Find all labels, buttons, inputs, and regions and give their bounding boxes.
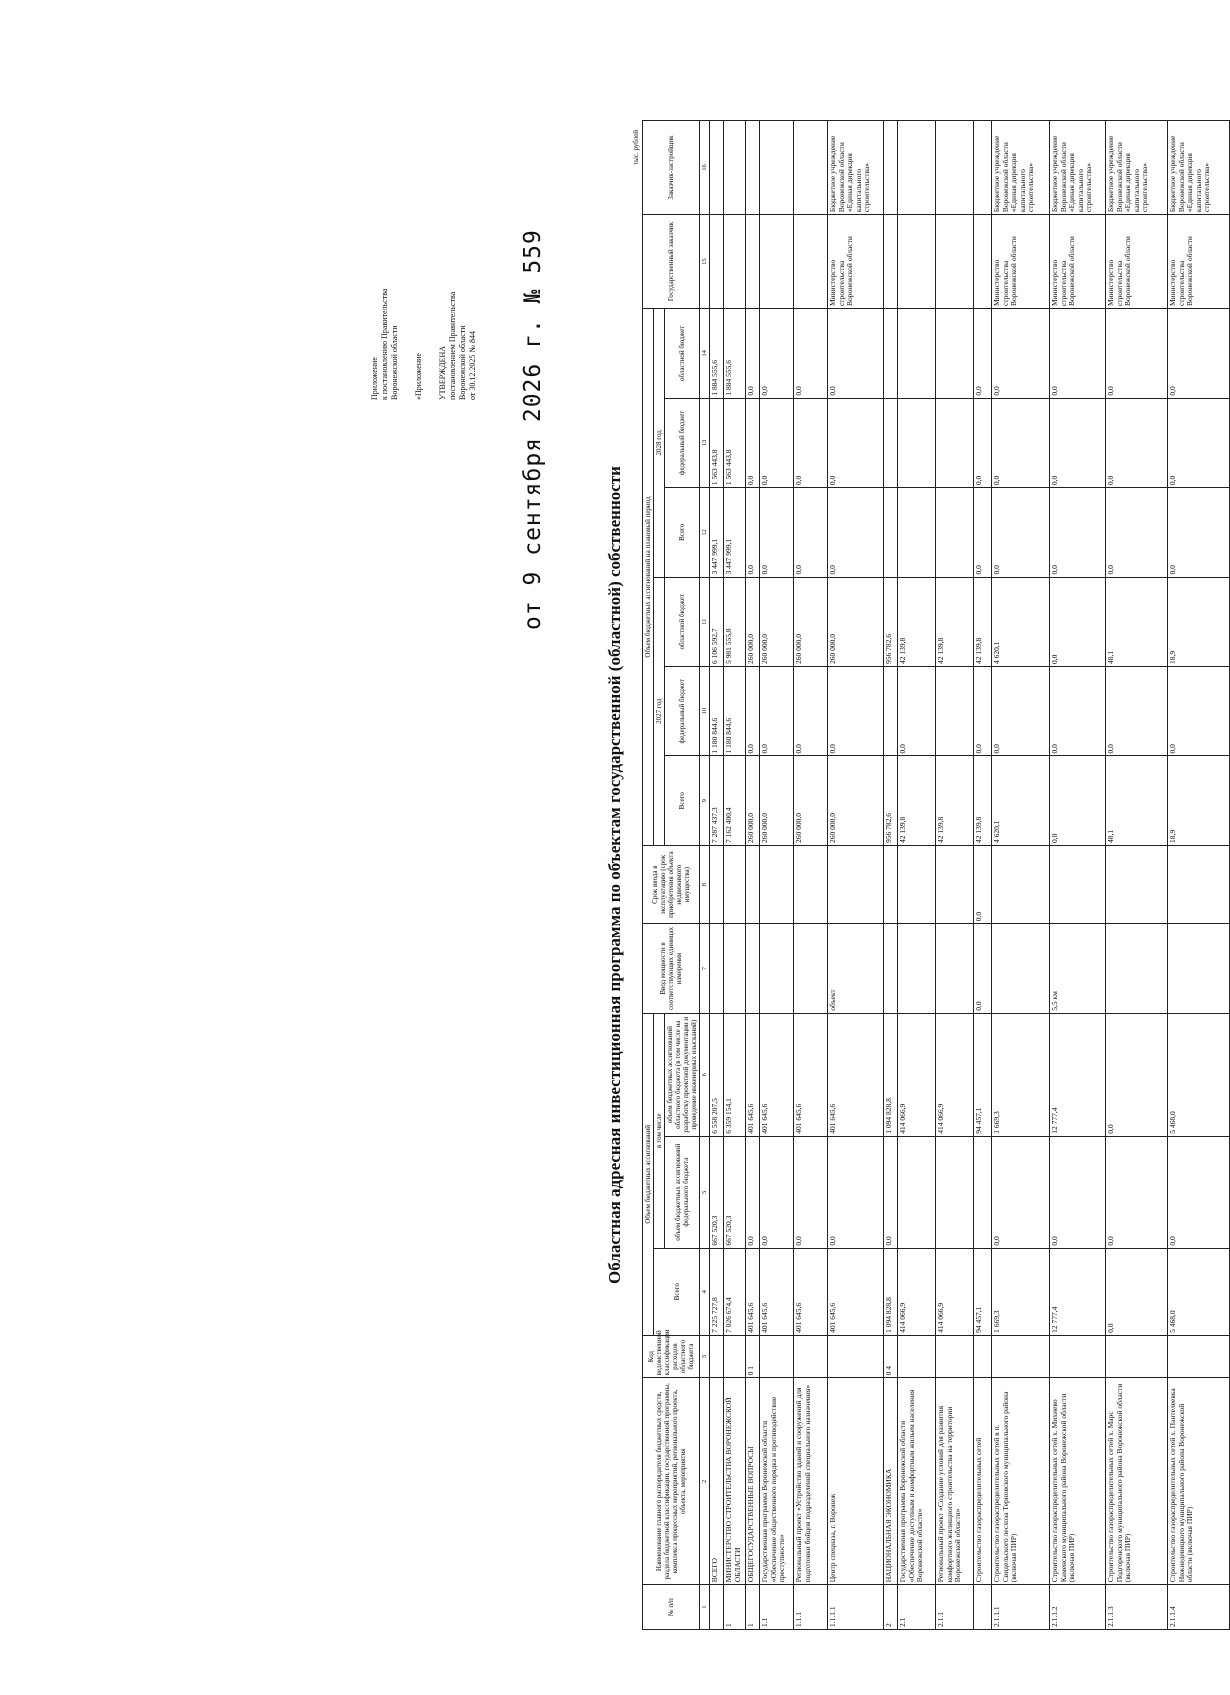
column-number: 7	[700, 924, 710, 1013]
column-number: 5	[700, 1136, 710, 1248]
cell-c9: 7 287 437,3	[710, 756, 724, 845]
cell-c13	[898, 398, 936, 487]
date-stamp: от 9 сентября 2026 г. № 559	[520, 229, 546, 630]
cell-c14: 0,0	[1106, 309, 1168, 399]
cell-name: ОБЩЕГОСУДАРСТВЕННЫЕ ВОПРОСЫ	[746, 1378, 760, 1585]
col-header-2027-fed: федеральный бюджет	[665, 667, 700, 756]
cell-c12: 3 447 999,1	[710, 488, 724, 577]
column-number: 13	[700, 398, 710, 487]
cell-c13: 0,0	[992, 398, 1050, 487]
cell-c16	[746, 121, 760, 215]
cell-no	[974, 1585, 992, 1630]
cell-c16	[710, 121, 724, 215]
cell-c14: 0,0	[760, 309, 794, 399]
cell-c11: 42 139,8	[974, 577, 992, 666]
cell-name: НАЦИОНАЛЬНАЯ ЭКОНОМИКА	[884, 1378, 898, 1585]
cell-c7	[794, 924, 828, 1013]
cell-c6: 1 669,3	[992, 1013, 1050, 1136]
cell-c5: 0,0	[992, 1136, 1050, 1248]
cell-c4: 401 645,6	[760, 1248, 794, 1335]
cell-no: 1	[724, 1585, 746, 1630]
col-header-2028: 2028 год	[654, 309, 665, 578]
cell-code	[828, 1335, 884, 1378]
col-header-reg: объем бюджетных ассигнований областного бюджета (в том числе на разработку проектной документации и проведение инженерных изысканий)	[665, 1013, 700, 1136]
cell-c14: 1 884 555,6	[710, 309, 724, 399]
cell-c9: 42 139,8	[936, 756, 974, 845]
table-row	[1106, 121, 1168, 1630]
cell-c16	[974, 121, 992, 215]
cell-c6: 12 777,4	[1050, 1013, 1106, 1136]
cell-no	[710, 1585, 724, 1630]
table-row	[794, 121, 828, 1630]
table-row	[746, 121, 760, 1630]
cell-c9: 260 000,0	[760, 756, 794, 845]
investment-program-table	[642, 120, 1230, 1630]
cell-c8	[760, 845, 794, 923]
cell-c14: 0,0	[746, 309, 760, 399]
col-header-2028-reg: областной бюджет	[665, 309, 700, 399]
cell-c10: 0,0	[828, 667, 884, 756]
cell-c10: 0,0	[974, 667, 992, 756]
cell-c15	[898, 215, 936, 309]
cell-c14	[898, 309, 936, 399]
cell-code: 0 4	[884, 1335, 898, 1378]
column-number: 14	[700, 309, 710, 399]
cell-c6: 401 645,6	[746, 1013, 760, 1136]
col-header-capacity: Ввод мощности в соответствующих единицах измерения	[643, 924, 700, 1013]
cell-c8	[724, 845, 746, 923]
approved-block	[438, 140, 478, 400]
cell-c12: 0,0	[746, 488, 760, 577]
cell-c6: 5 468,0	[1168, 1013, 1230, 1136]
col-header-2027: 2027 год	[654, 577, 665, 845]
cell-no: 2.1	[898, 1585, 936, 1630]
cell-c8	[898, 845, 936, 923]
cell-c13	[936, 398, 974, 487]
cell-c13: 0,0	[1168, 398, 1230, 487]
cell-c10: 0,0	[992, 667, 1050, 756]
cell-c8	[1168, 845, 1230, 923]
cell-c11: 956 782,6	[884, 577, 898, 666]
cell-c6: 94 457,1	[974, 1013, 992, 1136]
cell-c11: 260 000,0	[746, 577, 760, 666]
cell-c16: Бюджетное учреждение Воронежской области «Единая дирекция капитального строительства»	[1168, 121, 1230, 215]
cell-c10: 1 180 844,6	[724, 667, 746, 756]
cell-c16	[760, 121, 794, 215]
table-row	[724, 121, 746, 1630]
cell-c15	[974, 215, 992, 309]
cell-c16	[794, 121, 828, 215]
col-header-2028-total: Всего	[665, 488, 700, 577]
cell-c16	[898, 121, 936, 215]
cell-c10: 0,0	[1106, 667, 1168, 756]
cell-no: 1.1.1	[794, 1585, 828, 1630]
cell-c5: 0,0	[760, 1136, 794, 1248]
cell-name: Государственная программа Воронежской области «Обеспечение доступным и комфортным жильем населения Воронежской области»	[898, 1378, 936, 1585]
cell-c8	[746, 845, 760, 923]
cell-c5	[898, 1136, 936, 1248]
cell-c7: 5,5 км	[1050, 924, 1106, 1013]
cell-c16	[724, 121, 746, 215]
cell-c9: 42 139,8	[898, 756, 936, 845]
cell-c12	[898, 488, 936, 577]
cell-c9: 4 620,1	[992, 756, 1050, 845]
approved-line: от 30.12.2025 № 844	[468, 330, 477, 400]
cell-c5	[974, 1136, 992, 1248]
cell-c9: 18,9	[1168, 756, 1230, 845]
cell-c11: 5 981 555,8	[724, 577, 746, 666]
cell-c7	[710, 924, 724, 1013]
cell-code	[724, 1335, 746, 1378]
cell-c14	[936, 309, 974, 399]
cell-c10	[884, 667, 898, 756]
cell-c4: 1 669,3	[992, 1248, 1050, 1335]
cell-c4: 401 645,6	[828, 1248, 884, 1335]
cell-c10: 0,0	[794, 667, 828, 756]
cell-c9: 42 139,8	[974, 756, 992, 845]
cell-c12	[936, 488, 974, 577]
cell-c4: 94 457,1	[974, 1248, 992, 1335]
cell-c13: 0,0	[746, 398, 760, 487]
cell-c14: 0,0	[828, 309, 884, 399]
cell-c14: 0,0	[1050, 309, 1106, 399]
cell-c15	[724, 215, 746, 309]
cell-name: ВСЕГО	[710, 1378, 724, 1585]
cell-c12: 0,0	[992, 488, 1050, 577]
cell-c6: 1 094 828,8	[884, 1013, 898, 1136]
cell-c9: 0,0	[1050, 756, 1106, 845]
cell-c8	[936, 845, 974, 923]
cell-name: МИНИСТЕРСТВО СТРОИТЕЛЬСТВА ВОРОНЕЖСКОЙ ОБЛАСТИ	[724, 1378, 746, 1585]
column-number: 8	[700, 845, 710, 923]
cell-code	[974, 1335, 992, 1378]
cell-c4: 0,0	[1106, 1248, 1168, 1335]
cell-no: 2.1.1.3	[1106, 1585, 1168, 1630]
cell-c6: 401 645,6	[760, 1013, 794, 1136]
cell-c5: 0,0	[884, 1136, 898, 1248]
header-row-1	[643, 121, 654, 1630]
cell-c15	[884, 215, 898, 309]
cell-c12: 0,0	[974, 488, 992, 577]
cell-c4: 401 645,6	[746, 1248, 760, 1335]
col-header-fed: объем бюджетных ассигнований федерального бюджета	[665, 1136, 700, 1248]
cell-name: Региональный проект «Устройство зданий и сооружений для подготовки бойцов подразделений специального назначения»	[794, 1378, 828, 1585]
table-row	[760, 121, 794, 1630]
approved-line: УТВЕРЖДЕНА	[438, 345, 447, 400]
cell-c12: 0,0	[1106, 488, 1168, 577]
cell-c15	[746, 215, 760, 309]
cell-name: Государственная программа Воронежской области «Обеспечение общественного порядка и противодействие преступности»	[760, 1378, 794, 1585]
cell-c13: 0,0	[828, 398, 884, 487]
cell-c15: Министерство строительства Воронежской области	[1106, 215, 1168, 309]
table-row	[974, 121, 992, 1630]
cell-no: 2.1.1.2	[1050, 1585, 1106, 1630]
cell-c16: Бюджетное учреждение Воронежской области «Единая дирекция капитального строительства»	[1050, 121, 1106, 215]
cell-c7	[1106, 924, 1168, 1013]
cell-c8	[884, 845, 898, 923]
cell-c14: 1 884 555,6	[724, 309, 746, 399]
cell-name: Строительство газораспределительных сетей в п. Свидельского лесхоза Терновского муниципального района (включая ПИР)	[992, 1378, 1050, 1585]
cell-c5: 0,0	[1050, 1136, 1106, 1248]
col-header-incl: в том числе	[654, 1013, 665, 1248]
units-label: тыс. рублей	[632, 130, 640, 165]
cell-c10: 0,0	[760, 667, 794, 756]
col-header-no: № п/п	[643, 1585, 700, 1630]
cell-c15	[760, 215, 794, 309]
cell-c12	[884, 488, 898, 577]
appendix-line: к постановлению Правительства	[380, 288, 389, 400]
cell-c7	[936, 924, 974, 1013]
cell-code	[760, 1335, 794, 1378]
cell-c8	[1050, 845, 1106, 923]
cell-c7	[746, 924, 760, 1013]
appendix-quote: «Приложение	[414, 353, 423, 400]
col-header-plan: Объем бюджетных ассигнований на плановый период	[643, 309, 654, 846]
cell-c12: 0,0	[794, 488, 828, 577]
cell-no: 1.1.1.1	[828, 1585, 884, 1630]
cell-c14: 0,0	[974, 309, 992, 399]
cell-c10: 0,0	[898, 667, 936, 756]
cell-no: 2.1.1.4	[1168, 1585, 1230, 1630]
cell-c4: 414 066,9	[898, 1248, 936, 1335]
cell-c10	[936, 667, 974, 756]
appendix-line: Воронежской области	[390, 325, 399, 400]
cell-c11: 260 000,0	[794, 577, 828, 666]
cell-c5: 0,0	[746, 1136, 760, 1248]
column-number: 16	[700, 121, 710, 215]
cell-c12: 0,0	[760, 488, 794, 577]
cell-c5: 0,0	[1106, 1136, 1168, 1248]
col-header-2027-total: Всего	[665, 756, 700, 845]
landscape-page	[370, 120, 1211, 1630]
cell-c9: 956 782,6	[884, 756, 898, 845]
cell-c16: Бюджетное учреждение Воронежской области «Единая дирекция капитального строительства»	[1106, 121, 1168, 215]
cell-c7	[884, 924, 898, 1013]
cell-code	[1050, 1335, 1106, 1378]
col-header-2027-reg: областной бюджет	[665, 577, 700, 666]
approved-line: Воронежской области	[458, 325, 467, 400]
cell-c5: 0,0	[828, 1136, 884, 1248]
cell-c10: 0,0	[1168, 667, 1230, 756]
cell-c13: 0,0	[1106, 398, 1168, 487]
cell-c13: 0,0	[794, 398, 828, 487]
cell-c4: 1 094 828,8	[884, 1248, 898, 1335]
cell-c13: 1 563 443,8	[710, 398, 724, 487]
cell-c15: Министерство строительства Воронежской области	[828, 215, 884, 309]
cell-c11: 0,0	[1050, 577, 1106, 666]
cell-c12: 3 447 999,1	[724, 488, 746, 577]
document-title: Областная адресная инвестиционная программа по объектам государственной (областной) собственности	[605, 466, 624, 1284]
appendix-line: Приложение	[370, 357, 379, 400]
col-header-name: Наименование главного распорядителя бюджетных средств, раздела бюджетной классификации, государственной программы, комплекса процессных мероприятий, регионального проекта, объекта, мероприятия	[643, 1378, 700, 1585]
cell-c16: Бюджетное учреждение Воронежской области «Единая дирекция капитального строительства»	[828, 121, 884, 215]
cell-c12: 0,0	[1050, 488, 1106, 577]
column-number: 15	[700, 215, 710, 309]
cell-c10: 1 180 844,6	[710, 667, 724, 756]
cell-c9: 7 162 400,4	[724, 756, 746, 845]
cell-c9: 260 000,0	[746, 756, 760, 845]
appendix-block	[370, 140, 400, 400]
cell-c7	[760, 924, 794, 1013]
cell-c11: 42 139,8	[898, 577, 936, 666]
approved-line: постановлением Правительства	[448, 291, 457, 400]
col-header-code: Код ведомственной классификации расходов областного бюджета	[643, 1335, 700, 1378]
cell-c16	[884, 121, 898, 215]
col-header-volume: Объем бюджетных ассигнований	[643, 1013, 654, 1335]
cell-c7	[898, 924, 936, 1013]
cell-c9: 260 000,0	[794, 756, 828, 845]
column-number: 4	[700, 1248, 710, 1335]
column-number: 1	[700, 1585, 710, 1630]
cell-c4: 7 026 674,4	[724, 1248, 746, 1335]
table-row	[992, 121, 1050, 1630]
table-row	[1050, 121, 1106, 1630]
approval-block	[370, 140, 492, 400]
cell-c15: Министерство строительства Воронежской области	[992, 215, 1050, 309]
cell-code	[992, 1335, 1050, 1378]
cell-c15: Министерство строительства Воронежской области	[1050, 215, 1106, 309]
cell-c6: 401 645,6	[794, 1013, 828, 1136]
column-number: 3	[700, 1335, 710, 1378]
cell-c11: 42 139,8	[936, 577, 974, 666]
cell-c6: 6 359 154,1	[724, 1013, 746, 1136]
column-number: 6	[700, 1013, 710, 1136]
table-row	[884, 121, 898, 1630]
cell-c15: Министерство строительства Воронежской области	[1168, 215, 1230, 309]
cell-c7	[724, 924, 746, 1013]
cell-c6: 414 066,9	[936, 1013, 974, 1136]
table-row	[898, 121, 936, 1630]
cell-c7: 0,0	[974, 924, 992, 1013]
cell-c6: 0,0	[1106, 1013, 1168, 1136]
cell-no: 1	[746, 1585, 760, 1630]
cell-c12: 0,0	[828, 488, 884, 577]
column-number: 10	[700, 667, 710, 756]
cell-code	[794, 1335, 828, 1378]
cell-c11: 260 000,0	[828, 577, 884, 666]
column-number: 11	[700, 577, 710, 666]
cell-c7	[1168, 924, 1230, 1013]
cell-c5	[936, 1136, 974, 1248]
cell-c15	[936, 215, 974, 309]
table-row	[710, 121, 724, 1630]
cell-c13: 1 563 443,8	[724, 398, 746, 487]
col-header-term: Срок ввода в эксплуатацию (срок приобретения объекта недвижимого имущества)	[643, 845, 700, 923]
cell-c10: 0,0	[1050, 667, 1106, 756]
cell-c13: 0,0	[974, 398, 992, 487]
cell-c11: 6 106 592,7	[710, 577, 724, 666]
cell-c4: 414 066,9	[936, 1248, 974, 1335]
cell-c8	[1106, 845, 1168, 923]
cell-no: 2	[884, 1585, 898, 1630]
cell-c8	[794, 845, 828, 923]
col-header-total: Всего	[654, 1248, 700, 1335]
cell-name: Строительство газораспределительных сетей	[974, 1378, 992, 1585]
cell-c7	[992, 924, 1050, 1013]
cell-name: Региональный проект «Создание условий для развития комфортного жилищного строительства на территории Воронежской области»	[936, 1378, 974, 1585]
cell-name: Центр спецназа, г. Воронеж	[828, 1378, 884, 1585]
cell-c4: 5 468,0	[1168, 1248, 1230, 1335]
cell-c12: 0,0	[1168, 488, 1230, 577]
column-number: 9	[700, 756, 710, 845]
cell-no: 1.1	[760, 1585, 794, 1630]
cell-c9: 48,1	[1106, 756, 1168, 845]
cell-no: 2.1.1	[936, 1585, 974, 1630]
cell-c4: 7 225 727,8	[710, 1248, 724, 1335]
cell-code	[710, 1335, 724, 1378]
cell-c13: 0,0	[760, 398, 794, 487]
cell-c16	[936, 121, 974, 215]
cell-c7: объект	[828, 924, 884, 1013]
cell-c11: 18,9	[1168, 577, 1230, 666]
cell-c15	[710, 215, 724, 309]
cell-c8: 0,0	[974, 845, 992, 923]
cell-c13	[884, 398, 898, 487]
table-row	[828, 121, 884, 1630]
cell-c14: 0,0	[1168, 309, 1230, 399]
cell-c14	[884, 309, 898, 399]
col-header-customer: Государственный заказчик	[643, 215, 700, 309]
cell-c8	[992, 845, 1050, 923]
cell-c5: 667 520,3	[724, 1136, 746, 1248]
table-row	[936, 121, 974, 1630]
column-number: 2	[700, 1378, 710, 1585]
cell-code	[936, 1335, 974, 1378]
cell-code	[898, 1335, 936, 1378]
column-number-row	[700, 121, 710, 1630]
cell-c16: Бюджетное учреждение Воронежской области «Единая дирекция капитального строительства»	[992, 121, 1050, 215]
cell-c14: 0,0	[992, 309, 1050, 399]
cell-c8	[710, 845, 724, 923]
cell-code: 0 1	[746, 1335, 760, 1378]
column-number: 12	[700, 488, 710, 577]
cell-c14: 0,0	[794, 309, 828, 399]
cell-c9: 260 000,0	[828, 756, 884, 845]
cell-c4: 12 777,4	[1050, 1248, 1106, 1335]
cell-c13: 0,0	[1050, 398, 1106, 487]
cell-c15	[794, 215, 828, 309]
cell-c11: 4 620,1	[992, 577, 1050, 666]
cell-c10: 0,0	[746, 667, 760, 756]
table-row	[1168, 121, 1230, 1630]
cell-name: Строительство газораспределительных сетей х. Марс Подгоренского муниципального района Воронежской области (включая ПИР)	[1106, 1378, 1168, 1585]
cell-c11: 48,1	[1106, 577, 1168, 666]
cell-name: Строительство газораспределительных сетей х. Пантелеевка Нижнедевицкого муниципального района Воронежской области (включая ПИР)	[1168, 1378, 1230, 1585]
cell-name: Строительство газораспределительных сетей х. Михнево Каменского муниципального района Воронежской области (включая ПИР)	[1050, 1378, 1106, 1585]
cell-c11: 260 000,0	[760, 577, 794, 666]
cell-code	[1106, 1335, 1168, 1378]
cell-c4: 401 645,6	[794, 1248, 828, 1335]
cell-c5: 667 520,3	[710, 1136, 724, 1248]
cell-c6: 6 558 207,5	[710, 1013, 724, 1136]
col-header-developer: Заказчик-застройщик	[643, 121, 700, 215]
cell-no: 2.1.1.1	[992, 1585, 1050, 1630]
table-body	[700, 121, 1230, 1630]
col-header-2028-fed: федеральный бюджет	[665, 398, 700, 487]
cell-c8	[828, 845, 884, 923]
cell-c6: 401 645,6	[828, 1013, 884, 1136]
cell-c5: 0,0	[1168, 1136, 1230, 1248]
cell-code	[1168, 1335, 1230, 1378]
cell-c5: 0,0	[794, 1136, 828, 1248]
cell-c6: 414 066,9	[898, 1013, 936, 1136]
